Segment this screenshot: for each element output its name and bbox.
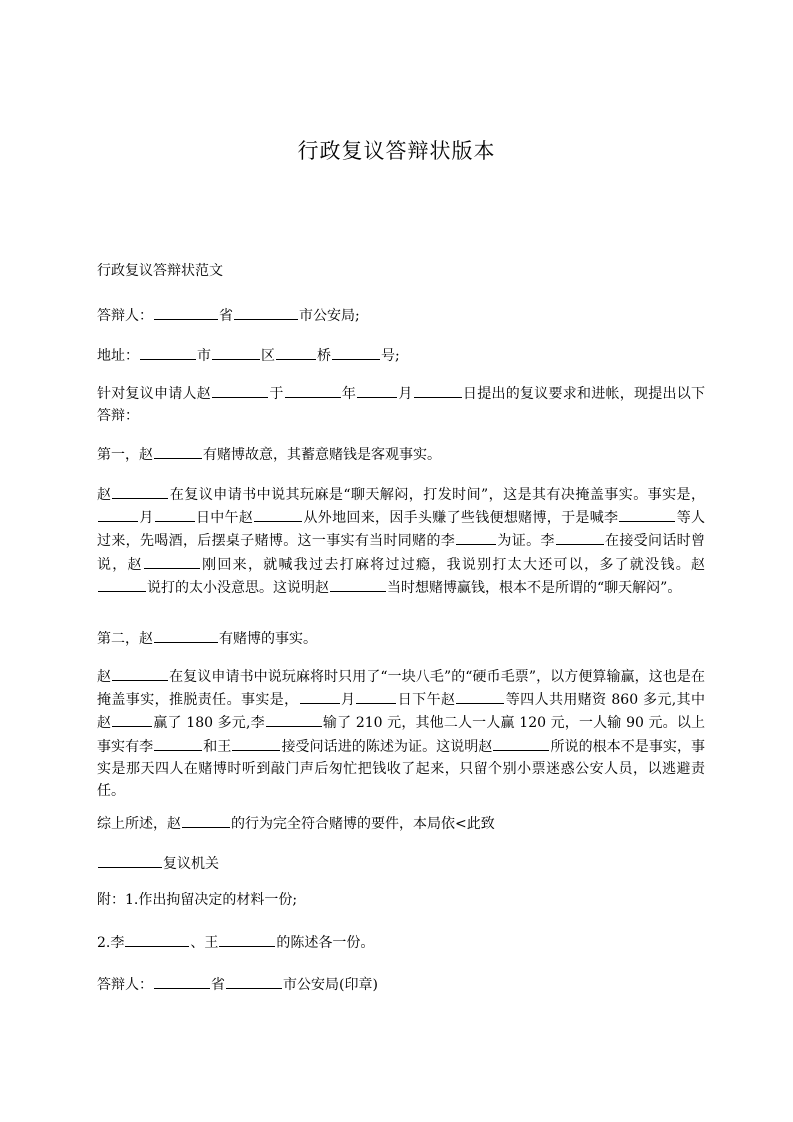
intro-paragraph	[97, 382, 705, 427]
blank-field	[112, 483, 168, 499]
blank-field	[276, 344, 316, 360]
blank-field	[414, 382, 462, 398]
text-fragment: 、王	[190, 935, 219, 951]
signature-bureau: 市公安局(印章)	[283, 977, 378, 993]
text-fragment: 接受问话进的陈述为证。这说明赵	[281, 738, 493, 755]
text-fragment: 赵	[97, 487, 112, 503]
blank-field	[154, 304, 218, 320]
text-fragment: 在接受问话时曾说，赵	[97, 533, 706, 573]
signature-province: 省	[211, 977, 225, 993]
text-fragment: 刚回来，就喊我过去打麻将过过瘾，我说别打太大还可以，多了就没钱。赵	[200, 556, 706, 573]
blank-field	[619, 506, 675, 522]
address-number: 号;	[381, 348, 400, 364]
text-fragment: 从外地回来，因手头赚了些钱便想赌博，于是喊李	[303, 510, 619, 527]
text-fragment: 的行为完全符合赌博的要件，本局依<此致	[231, 816, 495, 832]
blank-field	[254, 506, 302, 522]
text-fragment: 月	[340, 692, 356, 709]
signature-label: 答辩人：	[97, 977, 153, 993]
blank-field	[266, 711, 322, 727]
address-bridge: 桥	[317, 348, 331, 364]
blank-field	[98, 506, 138, 522]
address-label: 地址：	[97, 348, 139, 364]
blank-field	[493, 735, 549, 751]
blank-field	[332, 344, 380, 360]
blank-field	[98, 852, 162, 868]
text-fragment: 于	[269, 386, 284, 402]
blank-field	[112, 665, 168, 681]
text-fragment: 在复议申请书中说其玩麻是“聊天解闷，打发时间”，这是其有决掩盖事实。事实是，	[169, 487, 706, 503]
blank-field	[212, 382, 268, 398]
text-fragment: 所说的根本不是事实，事实是那天四人在赌博时听到敲门声后匆忙把钱收了起来，只留个别小票迷惑公安人员，以逃避责任。	[97, 738, 706, 800]
text-fragment: 针对复议申请人赵	[97, 386, 212, 402]
blank-field	[212, 344, 260, 360]
blank-field	[219, 931, 275, 947]
text-fragment: 月	[398, 386, 413, 402]
blank-field	[154, 973, 210, 989]
blank-field	[285, 382, 341, 398]
text-fragment: 第二，赵	[97, 631, 153, 647]
blank-field	[154, 627, 218, 643]
text-fragment: 当时想赌博赢钱，根本不是所谓的“聊天解闷”。	[387, 579, 682, 596]
text-fragment: 综上所述，赵	[97, 816, 181, 832]
text-fragment: 说打的太小没意思。这说明赵	[147, 579, 329, 596]
address-district: 区	[261, 348, 275, 364]
text-fragment: 为证。李	[497, 533, 555, 550]
text-fragment: 月	[139, 510, 154, 527]
blank-field	[182, 812, 230, 828]
blank-field	[456, 529, 496, 545]
text-fragment: 日中午赵	[195, 510, 254, 527]
respondent-line	[97, 304, 707, 325]
blank-field	[232, 735, 280, 751]
page-title: 行政复议答辩状版本	[297, 139, 496, 163]
text-fragment: 年	[341, 386, 357, 402]
text-fragment: 赵	[97, 669, 112, 685]
text-fragment: 2.李	[97, 935, 125, 951]
text-fragment: 输了 210 元，其他二人一人赢 120 元，一人输 90 元。以上事实有李	[97, 715, 705, 755]
blank-field	[300, 688, 340, 704]
blank-field	[98, 576, 146, 592]
text-fragment: 有赌博的事实。	[219, 631, 317, 647]
text-fragment: 有赌博故意，其蓄意赌钱是客观事实。	[203, 447, 441, 463]
respondent-province: 省	[219, 308, 233, 324]
attachment-one: 附：1.作出拘留决定的材料一份;	[97, 892, 298, 908]
blank-field	[140, 344, 196, 360]
text-fragment: 日提出的复议要求和进帐，现提出以下答辩：	[97, 386, 706, 425]
text-fragment: 日下午赵	[397, 692, 456, 709]
blank-field	[357, 382, 397, 398]
blank-field	[556, 529, 604, 545]
text-fragment: 的陈述各一份。	[276, 935, 375, 951]
review-office-label: 复议机关	[163, 856, 219, 872]
address-line	[97, 344, 707, 365]
text-fragment: 赢了 180 多元,李	[153, 715, 265, 732]
document-subtitle: 行政复议答辩状范文	[97, 263, 223, 279]
blank-field	[154, 735, 202, 751]
paragraph-two	[97, 665, 705, 802]
text-fragment: 和王	[203, 738, 232, 755]
conclusion-line	[97, 812, 707, 833]
point-one-heading	[97, 443, 707, 464]
blank-field	[112, 711, 152, 727]
blank-field	[356, 688, 396, 704]
text-fragment: 第一，赵	[97, 447, 153, 463]
blank-field	[330, 576, 386, 592]
blank-field	[125, 931, 189, 947]
text-fragment: 在复议申请书中说玩麻将时只用了“一块八毛”的“硬币毛票”，以方便算输赢，这也是在掩盖事实，推脱责任。事实是，	[97, 669, 705, 709]
blank-field	[234, 304, 298, 320]
blank-field	[155, 506, 195, 522]
review-office-line	[97, 852, 707, 873]
attachment-two	[97, 931, 707, 952]
blank-field	[456, 688, 504, 704]
address-city: 市	[197, 348, 211, 364]
blank-field	[226, 973, 282, 989]
text-fragment: 等四人共用赌资 860 多元,其中赵	[97, 692, 706, 732]
signature-line	[97, 973, 707, 994]
paragraph-one	[97, 483, 705, 599]
blank-field	[154, 443, 202, 459]
respondent-label: 答辩人：	[97, 308, 153, 324]
respondent-bureau: 市公安局;	[299, 308, 360, 324]
blank-field	[144, 553, 200, 569]
point-two-heading	[97, 627, 707, 648]
text-fragment: 等人过来，先喝酒，后摆桌子赌博。这一事实有当时同赌的李	[97, 510, 705, 550]
